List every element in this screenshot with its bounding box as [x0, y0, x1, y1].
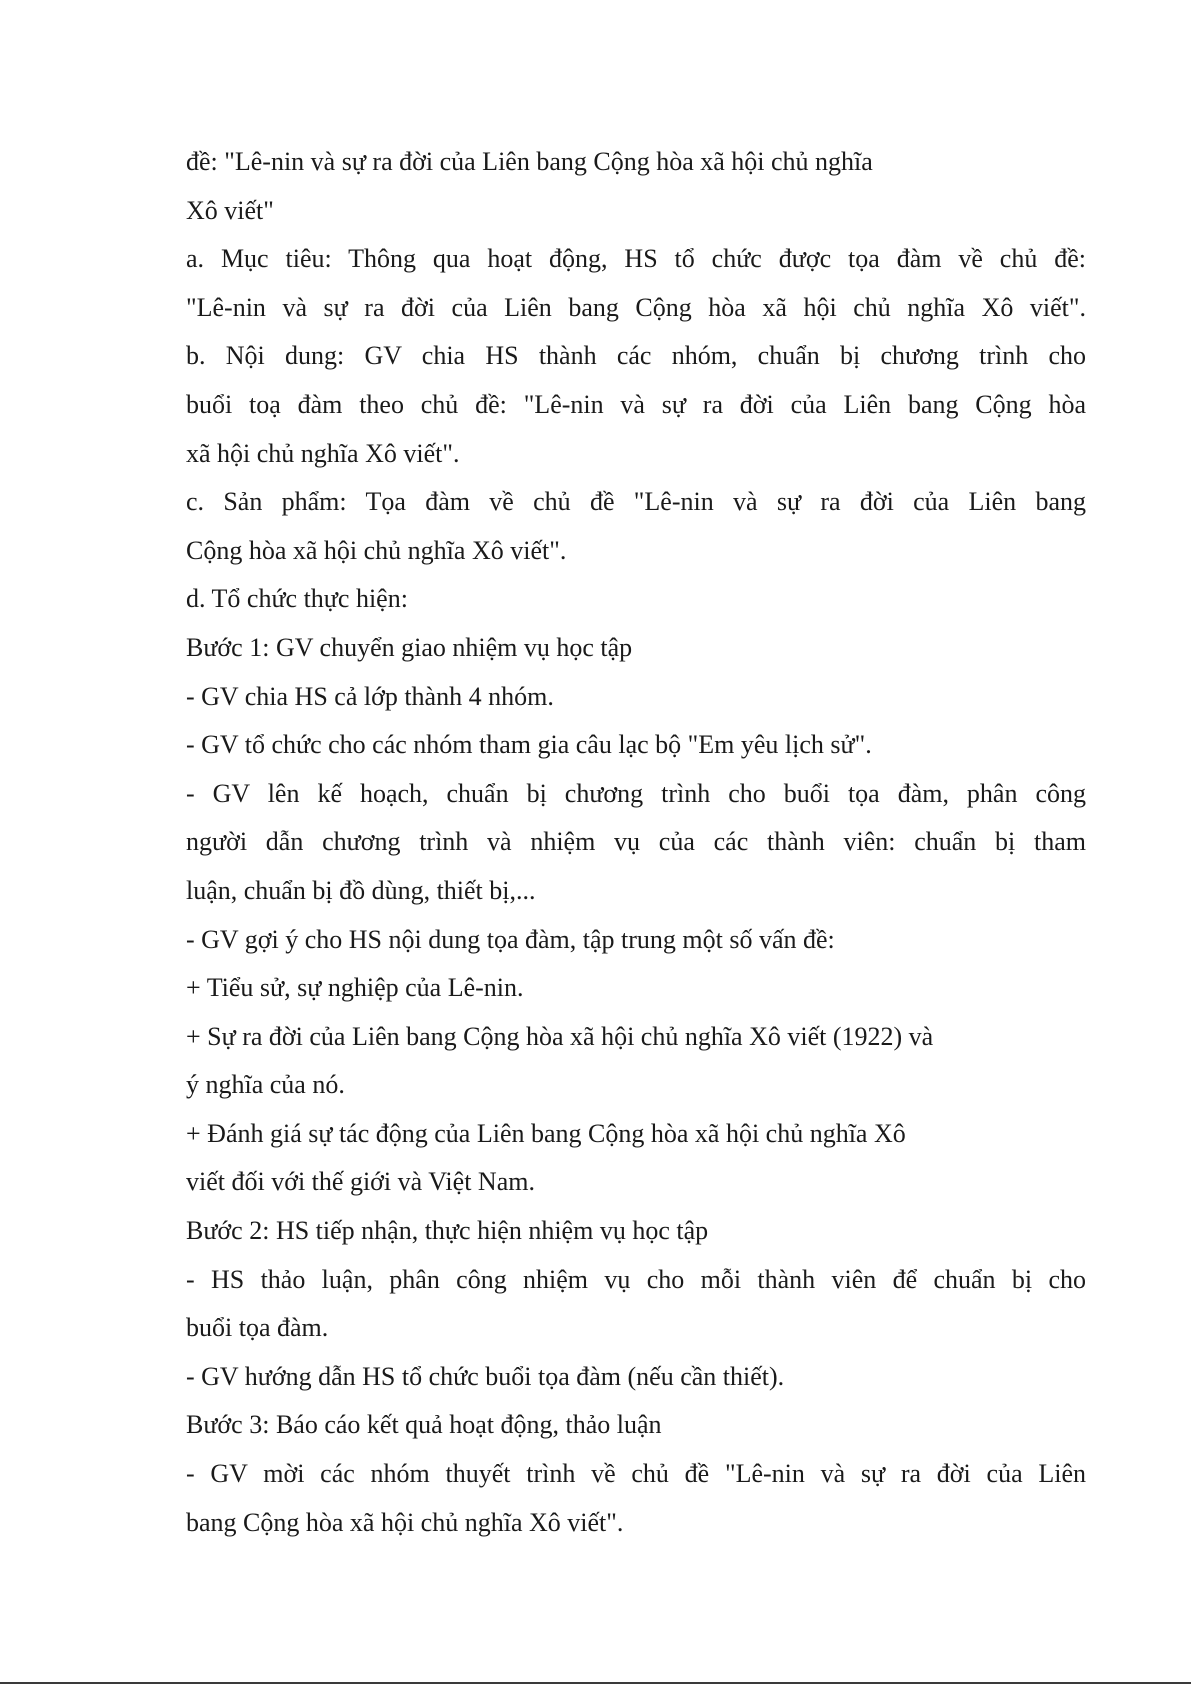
text-line: luận, chuẩn bị đồ dùng, thiết bị,...	[186, 875, 536, 905]
text-line: c. Sản phẩm: Tọa đàm về chủ đề "Lê-nin và sự ra đời của Liên bang	[186, 487, 1086, 517]
text-line: + Tiểu sử, sự nghiệp của Lê-nin.	[186, 973, 524, 1003]
text-line: buổi toạ đàm theo chủ đề: "Lê-nin và sự ra đời của Liên bang Cộng hòa	[186, 389, 1086, 419]
page-body-text	[186, 138, 1086, 1547]
bottom-divider	[0, 1682, 1191, 1684]
text-line: viết đối với thế giới và Việt Nam.	[186, 1167, 535, 1197]
text-line: xã hội chủ nghĩa Xô viết".	[186, 438, 460, 468]
text-line: - GV gợi ý cho HS nội dung tọa đàm, tập trung một số vấn đề:	[186, 924, 835, 954]
text-line: bang Cộng hòa xã hội chủ nghĩa Xô viết".	[186, 1507, 624, 1537]
text-line: Cộng hòa xã hội chủ nghĩa Xô viết".	[186, 535, 567, 565]
text-line: - GV lên kế hoạch, chuẩn bị chương trình cho buổi tọa đàm, phân công	[186, 778, 1086, 808]
text-line: b. Nội dung: GV chia HS thành các nhóm, chuẩn bị chương trình cho	[186, 341, 1086, 371]
text-line: ý nghĩa của nó.	[186, 1070, 345, 1100]
text-line: - GV chia HS cả lớp thành 4 nhóm.	[186, 681, 554, 711]
text-line: - GV mời các nhóm thuyết trình về chủ đề "Lê-nin và sự ra đời của Liên	[186, 1459, 1086, 1489]
text-line: Bước 1: GV chuyển giao nhiệm vụ học tập	[186, 632, 633, 662]
text-line: đề: "Lê-nin và sự ra đời của Liên bang Cộng hòa xã hội chủ nghĩa	[186, 147, 873, 176]
text-line: - GV tổ chức cho các nhóm tham gia câu lạc bộ "Em yêu lịch sử".	[186, 730, 872, 760]
text-line: người dẫn chương trình và nhiệm vụ của các thành viên: chuẩn bị tham	[186, 827, 1086, 857]
text-line: + Đánh giá sự tác động của Liên bang Cộng hòa xã hội chủ nghĩa Xô	[186, 1118, 906, 1148]
text-line: - HS thảo luận, phân công nhiệm vụ cho mỗi thành viên để chuẩn bị cho	[186, 1264, 1086, 1294]
text-line: "Lê-nin và sự ra đời của Liên bang Cộng hòa xã hội chủ nghĩa Xô viết".	[186, 292, 1086, 322]
text-line: - GV hướng dẫn HS tổ chức buổi tọa đàm (nếu cần thiết).	[186, 1361, 785, 1391]
text-line: Bước 2: HS tiếp nhận, thực hiện nhiệm vụ học tập	[186, 1216, 709, 1246]
text-line: buổi tọa đàm.	[186, 1313, 329, 1343]
text-line: Xô viết"	[186, 195, 274, 225]
text-line: Bước 3: Báo cáo kết quả hoạt động, thảo luận	[186, 1410, 662, 1440]
text-line: a. Mục tiêu: Thông qua hoạt động, HS tổ chức được tọa đàm về chủ đề:	[186, 244, 1086, 274]
text-line: + Sự ra đời của Liên bang Cộng hòa xã hội chủ nghĩa Xô viết (1922) và	[186, 1021, 934, 1051]
text-line: d. Tổ chức thực hiện:	[186, 584, 408, 614]
